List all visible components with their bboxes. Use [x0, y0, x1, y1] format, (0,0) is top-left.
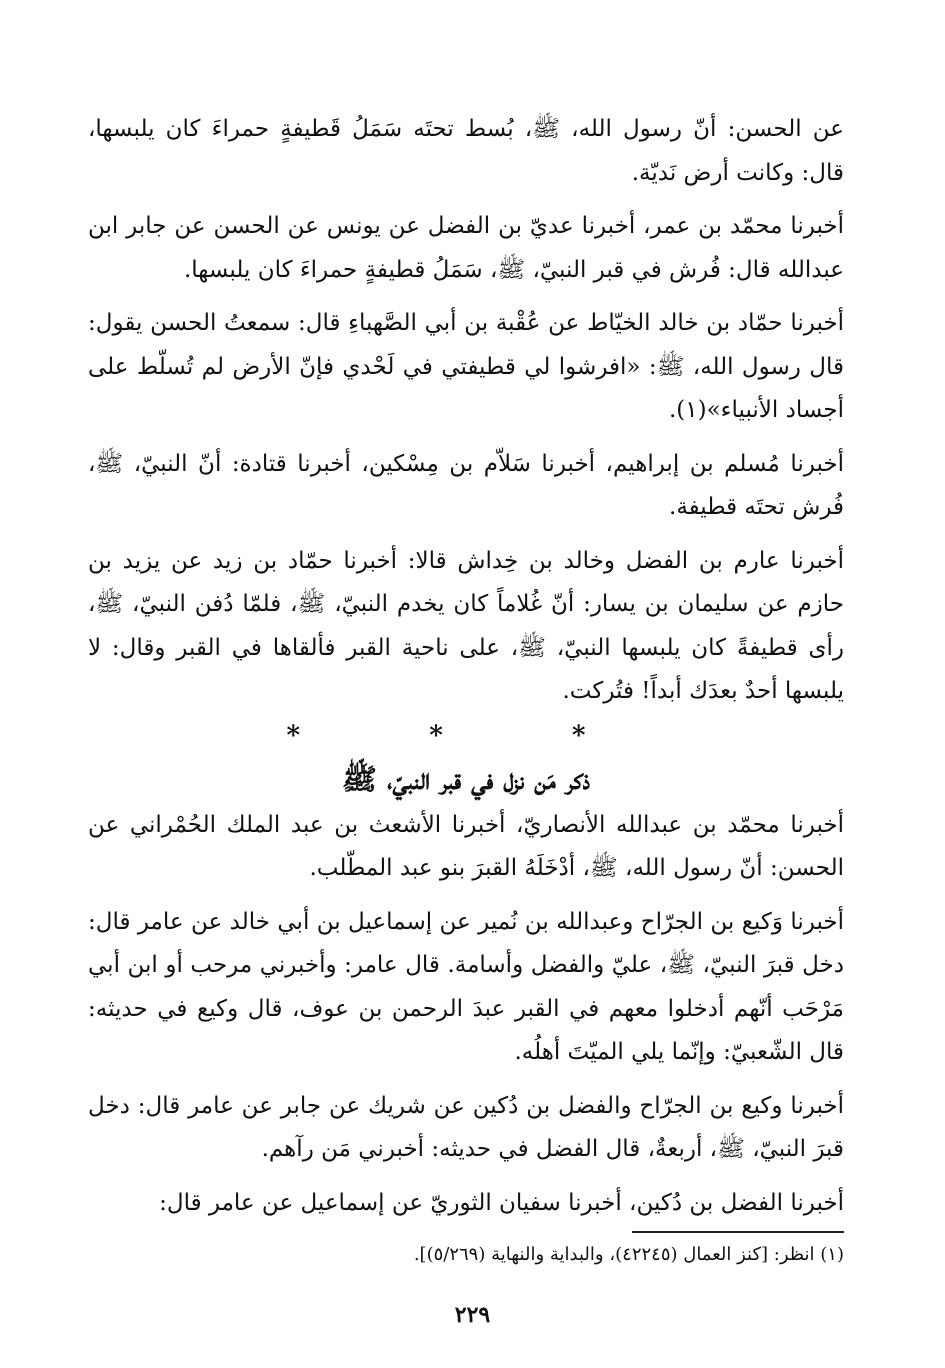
paragraph: أخبرنا مُسلم بن إبراهيم، أخبرنا سَلاّم بن مِسْكين، أخبرنا قتادة: أنّ النبيّ، ﷺ، فُرش تحتَه قطيفة. [88, 450, 844, 520]
paragraph: أخبرنا محمّد بن عمر، أخبرنا عديّ بن الفضل عن يونس عن الحسن عن جابر ابن عبدالله قال: فُرش في قبر النبيّ، ﷺ، سَمَلُ قطيفةٍ حمراءَ كان يلبسها. [88, 213, 844, 283]
paragraph: أخبرنا محمّد بن عبدالله الأنصاريّ، أخبرنا الأشعث بن عبد الملك الحُمْراني عن الحسن: أنّ رسول الله، ﷺ، أدْخَلَهُ القبرَ بنو عبد المطّلب. [88, 811, 844, 881]
section-separator: * * * [286, 720, 646, 751]
footnote-divider [632, 1231, 844, 1233]
page-number: ٢٢٩ [454, 1302, 491, 1328]
paragraph: أخبرنا وَكيع بن الجرّاح وعبدالله بن نُمير عن إسماعيل بن أبي خالد عن عامر قال: دخل قبرَ النبيّ، ﷺ، عليّ والفضل وأسامة. قال عامر: وأخبرني مرحب أو ابن أبي مَرْحَب أنّهم أدخلوا معهم في القبر عبدَ الرحمن بن عوف، قال وكيع في حديثه: قال الشّعبيّ: وإنّما يلي الميّتَ أهلُه. [88, 908, 844, 1065]
footnote: (١) انظر: [كنز العمال (٤٢٢٤٥)، والبداية والنهاية (٥/٢٦٩)]. [413, 1244, 844, 1265]
paragraph: أخبرنا وكيع بن الجرّاح والفضل بن دُكين عن شريك عن جابر عن عامر قال: دخل قبرَ النبيّ، ﷺ، أربعةٌ، قال الفضل في حديثه: أخبرني مَن رآهم. [88, 1092, 844, 1162]
paragraph: عن الحسن: أنّ رسول الله، ﷺ، بُسط تحتَه سَمَلُ قَطيفةٍ حمراءَ كان يلبسها، قال: وكانت أرض نَديّة. [88, 116, 844, 186]
paragraph: أخبرنا حمّاد بن خالد الخيّاط عن عُقْبة بن أبي الصَّهباءِ قال: سمعتُ الحسن يقول: قال رسول الله، ﷺ: «افرشوا لي قطيفتي في لَحْدي فإنّ الأرض لم تُسلّط على أجساد الأنبياء»(١). [88, 310, 844, 423]
main-text [88, 108, 844, 1235]
paragraph: أخبرنا الفضل بن دُكين، أخبرنا سفيان الثوريّ عن إسماعيل عن عامر قال: [159, 1189, 844, 1216]
paragraph: أخبرنا عارم بن الفضل وخالد بن خِداش قالا: أخبرنا حمّاد بن زيد عن يزيد بن حازم عن سليمان بن يسار: أنّ غُلاماً كان يخدم النبيّ، ﷺ، فلمّا دُفن النبيّ، ﷺ، رأى قطيفةً كان يلبسها النبيّ، ﷺ، على ناحية القبر فألقاها في القبر وقال: لا يلبسها أحدٌ بعدَك أبداً! فتُركت. [88, 547, 844, 704]
section-title: ذكر مَن نزل في قبر النبيّ، ﷺ [341, 761, 591, 796]
